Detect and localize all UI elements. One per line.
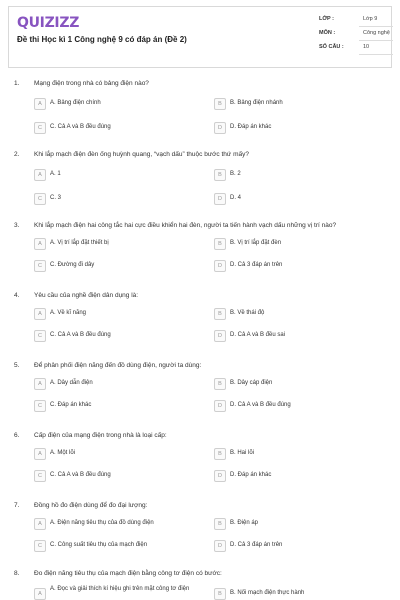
question-text: Khi lắp mạch điện hai công tắc hai cực điều khiển hai đèn, người ta tiến hành vạch dấu những vị trí nào?: [34, 222, 337, 229]
option-text: A. Vị trí lắp đặt thiết bị: [50, 240, 109, 246]
option-letter-box: B: [214, 588, 226, 600]
option-text: C. Đáp án khác: [50, 402, 92, 408]
option-text: B. Dây cáp điện: [230, 380, 273, 386]
option-letter-box: A: [34, 518, 46, 530]
option-letter-box: D: [214, 540, 226, 552]
option-a[interactable]: [34, 169, 204, 183]
worksheet-title: Đề thi Học kì 1 Công nghệ 9 có đáp án (Đề 2): [17, 35, 187, 44]
question-4: [0, 288, 400, 360]
question-text: Cấp điện của mạng điện trong nhà là loại cấp:: [34, 432, 167, 439]
option-letter-box: A: [34, 588, 46, 600]
option-letter-box: A: [34, 448, 46, 460]
question-text: Mạng điện trong nhà có bảng điện nào?: [34, 80, 149, 87]
option-letter-box: A: [34, 378, 46, 390]
meta-count-row: [319, 41, 393, 55]
meta-class-label: LỚP :: [319, 16, 334, 22]
question-text: Yêu cầu của nghề điện dân dụng là:: [34, 292, 139, 299]
option-text: B. Điện áp: [230, 520, 259, 526]
option-letter-box: B: [214, 238, 226, 250]
worksheet-header: [8, 6, 392, 68]
option-d[interactable]: [214, 400, 384, 414]
meta-subject-value: Công nghệ: [363, 30, 390, 36]
option-letter-box: B: [214, 169, 226, 181]
option-letter-box: C: [34, 193, 46, 205]
question-5: [0, 358, 400, 430]
option-text: D. Đáp án khác: [230, 472, 272, 478]
option-text: C. Cả A và B đều đúng: [50, 124, 111, 130]
option-text: D. Cả A và B đều đúng: [230, 402, 291, 408]
option-c[interactable]: [34, 330, 204, 344]
option-d[interactable]: [214, 470, 384, 484]
option-d[interactable]: [214, 122, 384, 136]
option-text: A. Đọc và giải thích kí hiệu ghi trên mặt công tơ điện: [50, 586, 190, 592]
option-text: A. Dây dẫn điện: [50, 380, 93, 386]
option-text: A. Một lõi: [50, 450, 76, 456]
option-letter-box: C: [34, 260, 46, 272]
option-letter-box: D: [214, 193, 226, 205]
question-8: [0, 566, 400, 600]
option-text: A. 1: [50, 171, 61, 177]
option-a[interactable]: [34, 238, 204, 252]
option-letter-box: A: [34, 169, 46, 181]
option-text: B. 2: [230, 171, 241, 177]
option-text: D. Đáp án khác: [230, 124, 272, 130]
option-d[interactable]: [214, 260, 384, 274]
question-number: 4.: [14, 292, 20, 299]
option-b[interactable]: [214, 169, 384, 183]
option-text: D. Cả 3 đáp án trên: [230, 542, 283, 548]
option-b[interactable]: [214, 518, 384, 532]
meta-divider: [359, 54, 393, 55]
option-letter-box: C: [34, 540, 46, 552]
question-number: 7.: [14, 502, 20, 509]
option-a[interactable]: [34, 378, 204, 392]
question-7: [0, 498, 400, 570]
option-d[interactable]: [214, 193, 384, 207]
option-text: C. Cả A và B đều đúng: [50, 472, 111, 478]
option-letter-box: B: [214, 308, 226, 320]
option-letter-box: B: [214, 518, 226, 530]
option-letter-box: C: [34, 122, 46, 134]
meta-class-value: Lớp 9: [363, 16, 378, 22]
meta-subject-label: MÔN :: [319, 30, 336, 36]
question-number: 2.: [14, 151, 20, 158]
option-a[interactable]: [34, 518, 204, 532]
question-text: Đồng hồ đo điện dùng để đo đại lượng:: [34, 502, 148, 509]
question-number: 6.: [14, 432, 20, 439]
option-text: D. 4: [230, 195, 242, 201]
option-letter-box: D: [214, 400, 226, 412]
option-c[interactable]: [34, 470, 204, 484]
question-2: [0, 147, 400, 219]
option-a[interactable]: [34, 588, 204, 600]
option-c[interactable]: [34, 193, 204, 207]
option-text: D. Cả A và B đều sai: [230, 332, 286, 338]
option-b[interactable]: [214, 588, 384, 600]
option-letter-box: B: [214, 98, 226, 110]
question-number: 8.: [14, 570, 20, 577]
option-text: A. Về kĩ năng: [50, 310, 87, 316]
meta-subject-row: [319, 27, 393, 41]
option-text: C. Cả A và B đều đúng: [50, 332, 111, 338]
question-text: Khi lắp mạch điện đèn ống huỳnh quang, “vạch dấu” thuộc bước thứ mấy?: [34, 151, 249, 158]
option-c[interactable]: [34, 122, 204, 136]
option-text: A. Bảng điện chính: [50, 100, 101, 106]
option-a[interactable]: [34, 98, 204, 112]
option-letter-box: A: [34, 238, 46, 250]
option-letter-box: A: [34, 98, 46, 110]
question-number: 3.: [14, 222, 20, 229]
option-b[interactable]: [214, 378, 384, 392]
option-c[interactable]: [34, 260, 204, 274]
option-b[interactable]: [214, 448, 384, 462]
option-text: B. Nối mạch điện thực hành: [230, 590, 305, 596]
option-text: B. Hai lõi: [230, 450, 255, 456]
question-number: 5.: [14, 362, 20, 369]
option-d[interactable]: [214, 330, 384, 344]
question-number: 1.: [14, 80, 20, 87]
option-b[interactable]: [214, 238, 384, 252]
quizizz-logo: QUIZIZZ: [17, 15, 80, 31]
option-text: B. Bảng điện nhánh: [230, 100, 283, 106]
option-a[interactable]: [34, 308, 204, 322]
meta-count-value: 10: [363, 44, 370, 50]
option-b[interactable]: [214, 308, 384, 322]
option-letter-box: B: [214, 448, 226, 460]
option-text: C. 3: [50, 195, 62, 201]
option-letter-box: D: [214, 330, 226, 342]
option-text: B. Vị trí lắp đặt đèn: [230, 240, 282, 246]
option-b[interactable]: [214, 98, 384, 112]
option-a[interactable]: [34, 448, 204, 462]
question-text: Để phân phối điện năng đến đồ dùng điện, người ta dùng:: [34, 362, 202, 369]
option-text: B. Về thái độ: [230, 310, 265, 316]
option-letter-box: D: [214, 260, 226, 272]
option-text: C. Công suất tiêu thụ của mạch điện: [50, 542, 148, 548]
meta-class-row: [319, 13, 393, 27]
option-letter-box: D: [214, 122, 226, 134]
option-text: D. Cả 3 đáp án trên: [230, 262, 283, 268]
question-3: [0, 218, 400, 290]
question-1: [0, 76, 400, 148]
meta-count-label: SỐ CÂU :: [319, 44, 344, 50]
question-6: [0, 428, 400, 500]
option-text: C. Đường đi dây: [50, 262, 95, 268]
option-c[interactable]: [34, 540, 204, 554]
option-letter-box: D: [214, 470, 226, 482]
option-text: A. Điện năng tiêu thụ của đồ dùng điện: [50, 520, 154, 526]
option-d[interactable]: [214, 540, 384, 554]
option-c[interactable]: [34, 400, 204, 414]
option-letter-box: C: [34, 400, 46, 412]
option-letter-box: C: [34, 330, 46, 342]
question-text: Đo điện năng tiêu thụ của mạch điện bằng công tơ điện có bước:: [34, 570, 222, 577]
worksheet-meta: [319, 13, 393, 55]
option-letter-box: C: [34, 470, 46, 482]
option-letter-box: B: [214, 378, 226, 390]
option-letter-box: A: [34, 308, 46, 320]
